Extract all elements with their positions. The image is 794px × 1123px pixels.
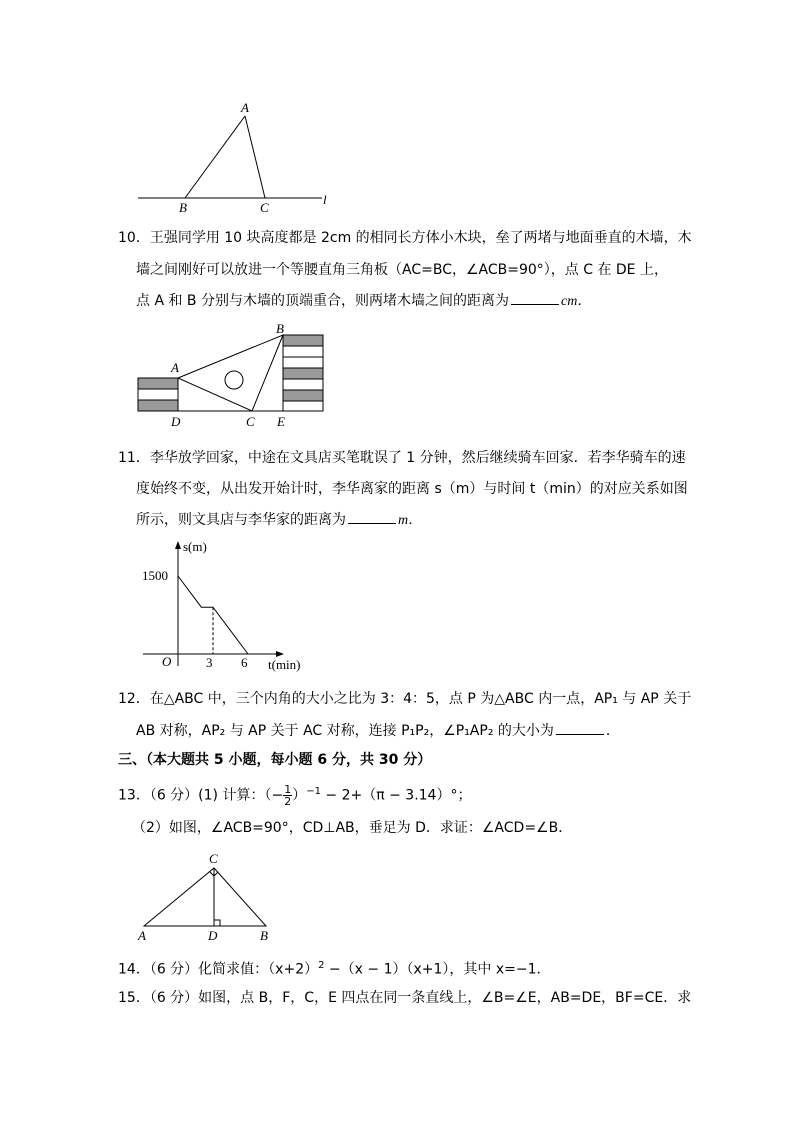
q12-number: 12． <box>118 691 150 707</box>
q12-line1 <box>118 689 691 709</box>
left-block-3 <box>138 400 178 411</box>
q13-part1 <box>118 782 471 807</box>
q11-text-3: 所示，则文具店与李华家的距离为 <box>136 512 346 528</box>
side-ab <box>185 116 245 198</box>
x-tick-6: 6 <box>241 655 248 670</box>
left-block-1 <box>138 378 178 389</box>
q9-triangle-figure <box>130 98 340 216</box>
q11-answer-blank[interactable] <box>348 509 396 524</box>
y-axis-label: s(m) <box>183 539 207 554</box>
q11-line1 <box>118 448 686 468</box>
q14-text-a: （6 分）化简求值：（x+2） <box>149 961 319 978</box>
right-block-1 <box>283 335 323 346</box>
label-c: C <box>260 200 269 215</box>
q12-text-1: 在△ABC 中，三个内角的大小之比为 3：4：5，点 P 为△ABC 内一点，AP₁ 与 AP 关于 <box>149 691 692 707</box>
side-ac <box>245 116 265 198</box>
q11-number: 11． <box>118 450 150 466</box>
q13-frac-num: 1 <box>284 783 292 797</box>
q11-unit: m． <box>398 513 423 528</box>
q10-line3 <box>136 290 591 312</box>
q13-right-triangle-figure <box>130 848 280 946</box>
q12-period: ． <box>605 723 620 739</box>
q14-line <box>118 956 551 980</box>
q10-line2: 墙之间刚好可以放进一个等腰直角三角板（AC=BC，∠ACB=90°），点 C 在 DE 上， <box>136 262 668 278</box>
label-c: C <box>246 414 255 429</box>
label-a: A <box>241 100 249 115</box>
q14-exponent: 2 <box>318 960 325 971</box>
label-l: l <box>323 192 327 207</box>
q11-line2: 度始终不变，从出发开始计时，李华离家的距离 s（m）与时间 t（min）的对应关系如图 <box>136 481 688 497</box>
right-angle-mark-d <box>214 920 220 926</box>
label-b: B <box>260 928 268 943</box>
q12-text-2: AB 对称，AP₂ 与 AP 关于 AC 对称，连接 P₁P₂，∠P₁AP₂ 的大小为 <box>136 723 554 739</box>
q11-distance-time-graph <box>138 536 318 676</box>
right-block-5 <box>283 379 323 390</box>
q13-number: 13． <box>118 787 150 804</box>
label-e: E <box>277 414 285 429</box>
q11-text-1: 李华放学回家，中途在文具店买笔耽误了 1 分钟，然后继续骑车回家．若李华骑车的速 <box>149 450 686 466</box>
label-a: A <box>138 928 146 943</box>
label-b: B <box>179 200 187 215</box>
q14-text-b: −（x − 1）（x+1），其中 x=−1． <box>324 961 551 978</box>
q15-text: （6 分）如图，点 B，F，C，E 四点在同一条直线上，∠B=∠E，AB=DE，BF=CE．求 <box>149 990 692 1006</box>
q15-number: 15． <box>118 990 150 1006</box>
triangle-plate <box>178 335 283 411</box>
q12-answer-blank[interactable] <box>556 720 604 735</box>
y-axis-arrow <box>175 541 181 549</box>
q10-text-3: 点 A 和 B 分别与木墙的顶端重合，则两堵木墙之间的距离为 <box>136 293 509 309</box>
left-block-2 <box>138 389 178 400</box>
triangle-acb <box>144 868 266 926</box>
triangle-hole <box>225 371 243 389</box>
right-block-3 <box>283 357 323 368</box>
q13-frac-den: 2 <box>284 795 292 809</box>
right-block-4 <box>283 368 323 379</box>
right-block-2 <box>283 346 323 357</box>
label-a: A <box>171 360 179 375</box>
origin-label: O <box>162 654 172 669</box>
label-b: B <box>276 321 284 336</box>
q10-walls-figure <box>130 320 340 432</box>
q12-line2 <box>136 720 620 741</box>
q10-line1 <box>118 228 692 248</box>
q14-number: 14． <box>118 961 150 978</box>
q13-part1-a: （6 分）(1) 计算：（− <box>149 787 284 804</box>
x-axis-label: t(min) <box>268 657 301 672</box>
q10-answer-blank[interactable] <box>511 290 559 305</box>
q15-line <box>118 988 691 1008</box>
right-block-7 <box>283 401 323 411</box>
q13-part1-b: ） <box>292 787 307 804</box>
q13-part1-c: − 2+（π − 3.14）°； <box>320 787 472 804</box>
q11-line3 <box>136 509 422 531</box>
x-tick-3: 3 <box>206 655 213 670</box>
q13-exponent: −1 <box>306 786 321 797</box>
label-c: C <box>209 851 218 866</box>
q10-text-1: 王强同学用 10 块高度都是 2cm 的相同长方体小木块，垒了两堵与地面垂直的木墙，木 <box>149 230 692 246</box>
label-d: D <box>171 414 181 429</box>
section-3-heading: 三、（本大题共 5 小题，每小题 6 分，共 30 分） <box>118 752 432 768</box>
right-block-6 <box>283 390 323 401</box>
q13-part2: （2）如图，∠ACB=90°，CD⊥AB，垂足为 D．求证：∠ACD=∠B． <box>132 820 573 836</box>
q10-unit: cm． <box>560 294 592 309</box>
q10-number: 10． <box>118 230 150 246</box>
q13-fraction <box>283 784 292 807</box>
label-d: D <box>208 928 218 943</box>
y-tick-1500: 1500 <box>142 568 168 583</box>
